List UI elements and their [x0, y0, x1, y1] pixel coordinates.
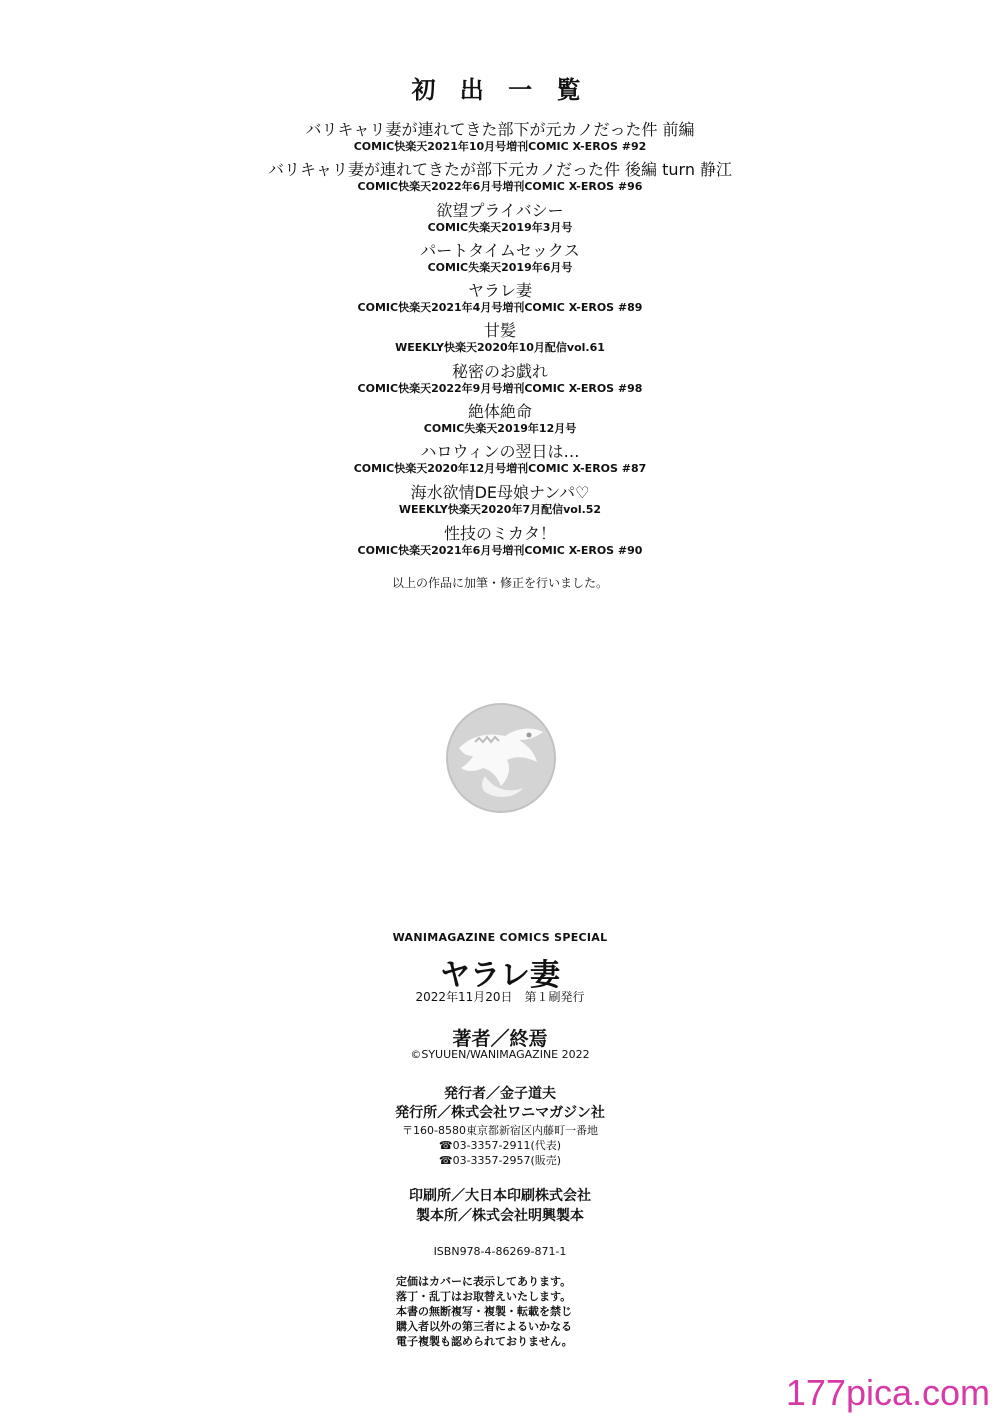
work-source: COMIC快楽天2022年6月号増刊COMIC X-EROS #96	[357, 180, 643, 193]
isbn: ISBN978-4-86269-871-1	[433, 1245, 567, 1258]
work-source: COMIC失楽天2019年12月号	[423, 422, 577, 435]
crocodile-emblem-icon	[445, 702, 557, 814]
legal-notice	[396, 1274, 573, 1349]
work-title: 甘髪	[483, 321, 516, 340]
work-source: COMIC快楽天2020年12月号増刊COMIC X-EROS #87	[353, 462, 647, 475]
legal-line: 電子複製も認められておりません。	[396, 1335, 573, 1348]
work-source: COMIC失楽天2019年3月号	[427, 221, 573, 234]
work-title: バリキャリ妻が連れてきたが部下元カノだった件 後編 turn 静江	[267, 160, 733, 179]
author-credit: 著者／終焉	[452, 1028, 548, 1050]
binder: 製本所／株式会社明興製本	[416, 1208, 584, 1224]
publication-date: 2022年11月20日 第１刷発行	[415, 990, 585, 1004]
work-source: COMIC快楽天2021年10月号増刊COMIC X-EROS #92	[353, 140, 647, 153]
work-title: バリキャリ妻が連れてきた部下が元カノだった件 前編	[305, 120, 695, 139]
legal-line: 定価はカバーに表示してあります。	[396, 1275, 572, 1288]
legal-line: 本書の無断複写・複製・転載を禁じ	[396, 1305, 572, 1318]
work-source: COMIC快楽天2022年9月号増刊COMIC X-EROS #98	[357, 382, 643, 395]
work-title: 絶体絶命	[467, 402, 532, 421]
revision-note: 以上の作品に加筆・修正を行いました。	[391, 576, 608, 590]
printer: 印刷所／大日本印刷株式会社	[409, 1188, 591, 1204]
book-title: ヤラレ妻	[440, 958, 560, 993]
work-title: ヤラレ妻	[467, 281, 532, 300]
address: 〒160-8580東京都新宿区内藤町一番地	[402, 1124, 598, 1137]
work-source: COMIC快楽天2021年4月号増刊COMIC X-EROS #89	[357, 301, 643, 314]
work-title: 欲望プライバシー	[436, 201, 564, 220]
work-source: WEEKLY快楽天2020年10月配信vol.61	[395, 341, 605, 354]
site-watermark: 177pica.com	[785, 1372, 990, 1413]
publishing-house: 発行所／株式会社ワニマガジン社	[395, 1105, 605, 1121]
work-title: 秘密のお戯れ	[451, 362, 548, 381]
work-source: COMIC快楽天2021年6月号増刊COMIC X-EROS #90	[357, 544, 643, 557]
phone-sales: ☎03-3357-2957(販売)	[438, 1154, 562, 1167]
work-source: COMIC失楽天2019年6月号	[427, 261, 573, 274]
publisher: 発行者／金子道夫	[444, 1086, 556, 1102]
copyright-notice: ©SYUUEN/WANIMAGAZINE 2022	[410, 1048, 590, 1061]
work-title: ハロウィンの翌日は…	[420, 442, 580, 461]
phone-main: ☎03-3357-2911(代表)	[438, 1139, 562, 1152]
work-source: WEEKLY快楽天2020年7月配信vol.52	[398, 503, 602, 516]
legal-line: 購入者以外の第三者によるいかなる	[396, 1320, 572, 1333]
legal-line: 落丁・乱丁はお取替えいたします。	[396, 1290, 572, 1303]
page-heading: 初 出 一 覧	[411, 76, 589, 104]
work-title: 性技のミカタ！	[443, 524, 556, 543]
work-title: 海水欲情DE母娘ナンパ♡	[410, 483, 590, 502]
work-title: パートタイムセックス	[420, 241, 580, 260]
imprint-brand: WANIMAGAZINE COMICS SPECIAL	[392, 931, 608, 944]
